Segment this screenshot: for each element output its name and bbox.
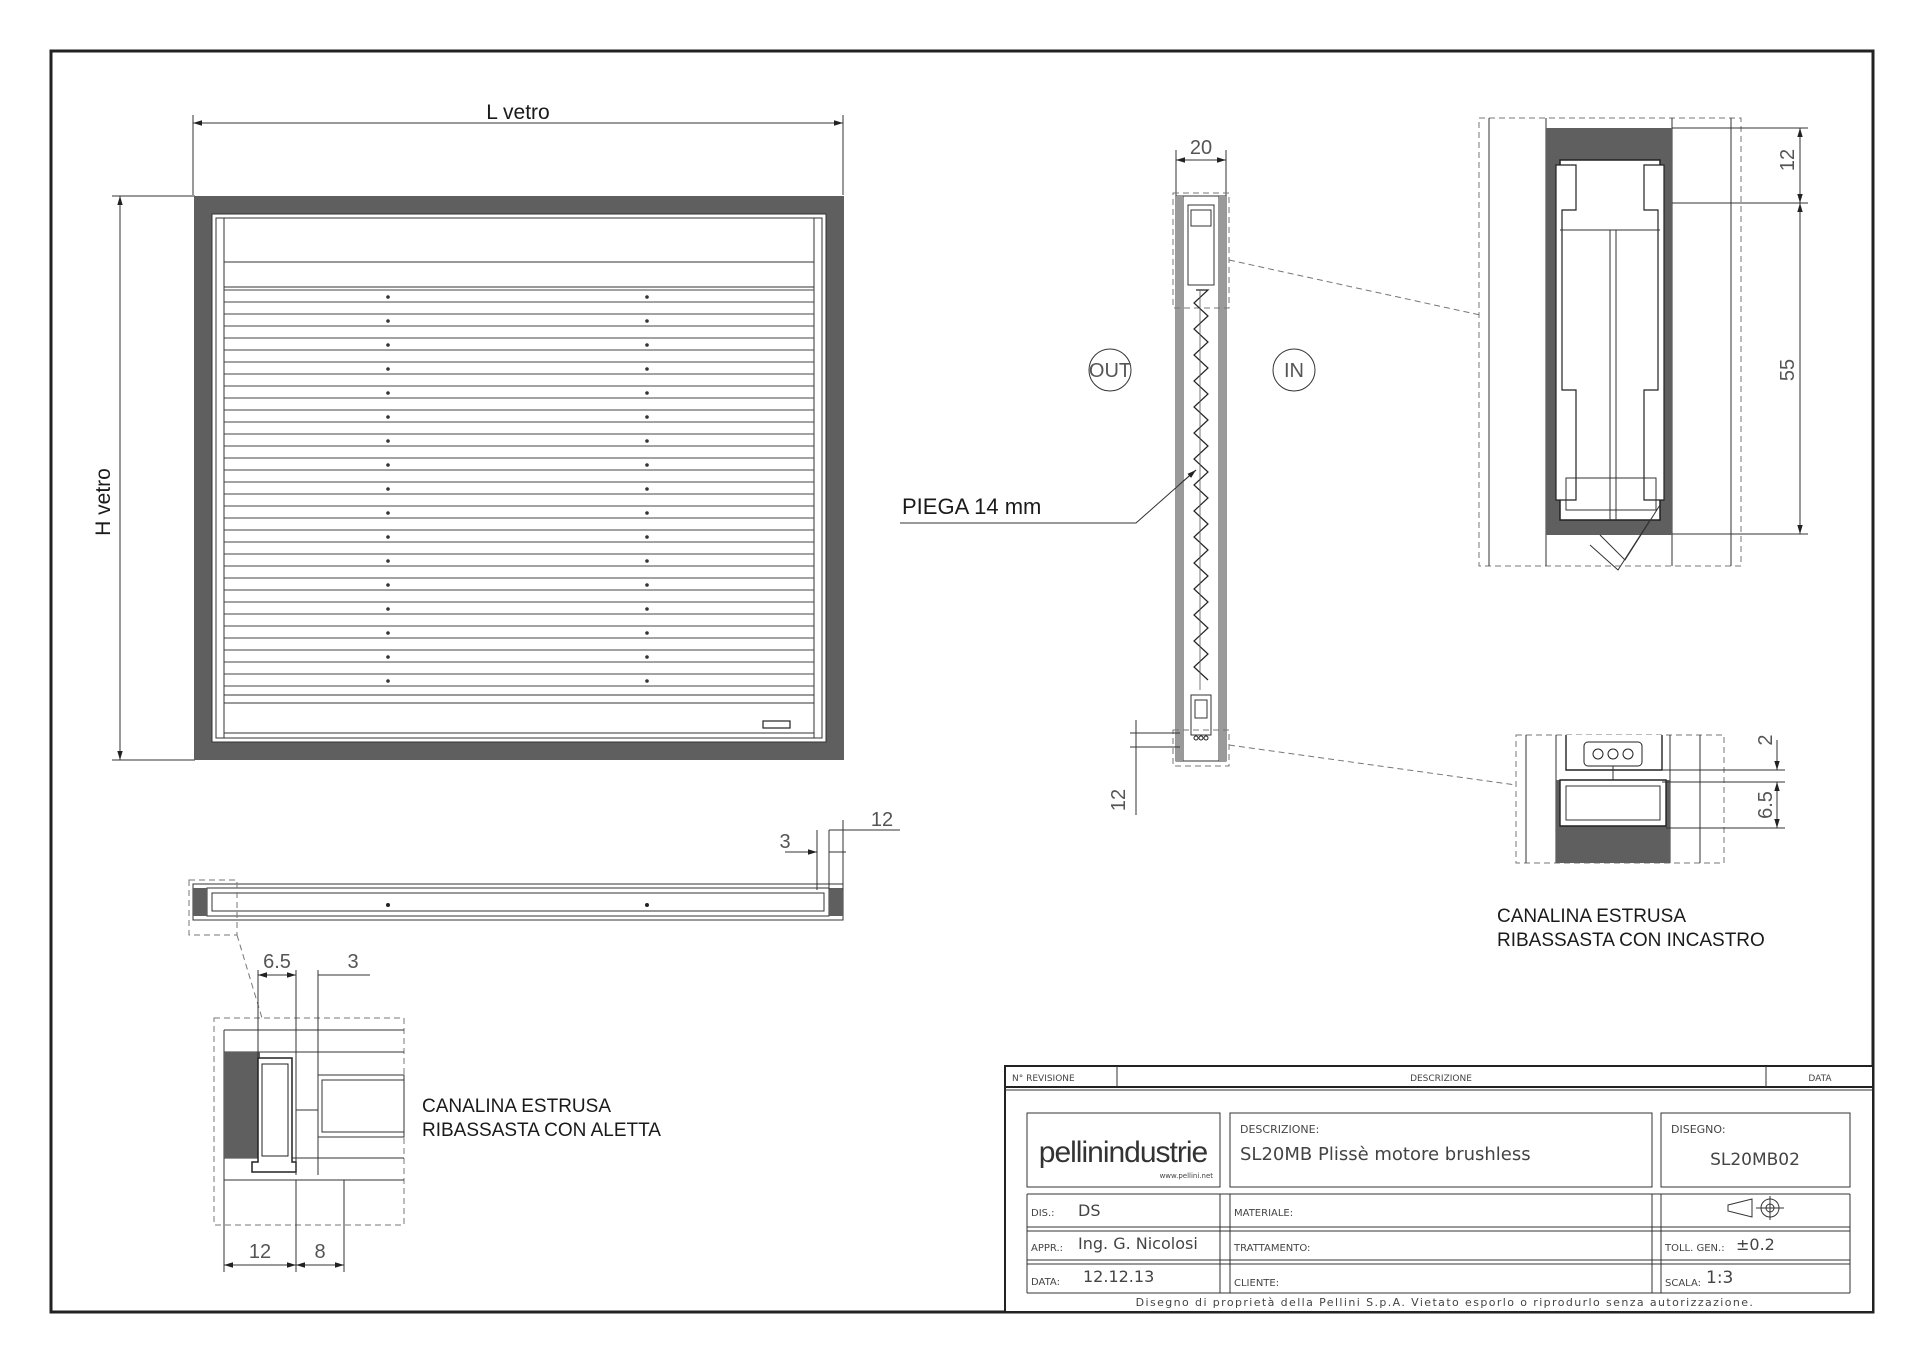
front-view bbox=[92, 101, 844, 760]
description-header: DESCRIZIONE bbox=[1410, 1074, 1472, 1084]
toll-label: TOLL. GEN.: bbox=[1665, 1243, 1725, 1254]
dim-55-detail: 55 bbox=[1777, 358, 1799, 382]
dis-value: DS bbox=[1078, 1201, 1101, 1220]
trattamento-label: TRATTAMENTO: bbox=[1234, 1243, 1311, 1254]
scala-value: 1:3 bbox=[1706, 1268, 1734, 1288]
disegno-value: SL20MB02 bbox=[1710, 1150, 1800, 1170]
pleat-zigzag bbox=[1194, 290, 1208, 680]
dim-3-aletta: 3 bbox=[347, 951, 359, 973]
toll-value: ±0.2 bbox=[1736, 1235, 1775, 1254]
detail-top bbox=[1479, 118, 1808, 570]
date-header: DATA bbox=[1808, 1074, 1832, 1084]
caption-aletta-line2: RIBASSASTA CON ALETTA bbox=[422, 1120, 661, 1141]
width-label: L vetro bbox=[486, 101, 550, 124]
detail-aletta bbox=[214, 951, 661, 1272]
dim-3-top: 3 bbox=[779, 831, 791, 853]
descrizione-value: SL20MB Plissè motore brushless bbox=[1240, 1144, 1531, 1165]
descrizione-label: DESCRIZIONE: bbox=[1240, 1123, 1320, 1136]
detail-incastro bbox=[1497, 734, 1785, 951]
cliente-label: CLIENTE: bbox=[1234, 1278, 1280, 1289]
dim-12-detail: 12 bbox=[1777, 148, 1799, 172]
caption-incastro-line2: RIBASSASTA CON INCASTRO bbox=[1497, 930, 1765, 951]
scala-label: SCALA: bbox=[1665, 1278, 1702, 1289]
footer-note: Disegno di proprietà della Pellini S.p.A. Vietato esporlo o riprodurlo senza autorizzazione. bbox=[1135, 1296, 1755, 1309]
dim-6-5-aletta: 6.5 bbox=[263, 951, 291, 973]
fold-label: PIEGA 14 mm bbox=[902, 494, 1042, 519]
data-label: DATA: bbox=[1031, 1277, 1060, 1288]
disegno-label: DISEGNO: bbox=[1671, 1123, 1726, 1136]
dim-2-incastro: 2 bbox=[1755, 734, 1777, 746]
appr-value: Ing. G. Nicolosi bbox=[1078, 1234, 1198, 1253]
logo-url: www.pellini.net bbox=[1159, 1172, 1213, 1180]
data-value: 12.12.13 bbox=[1083, 1267, 1155, 1286]
dim-12-aletta: 12 bbox=[248, 1241, 272, 1263]
company-logo: pellinindustrie bbox=[1038, 1136, 1208, 1169]
dim-6-5-incastro: 6.5 bbox=[1755, 791, 1777, 819]
dim-12-section: 12 bbox=[1108, 788, 1130, 812]
dim-8-aletta: 8 bbox=[314, 1241, 326, 1263]
title-block bbox=[1005, 1066, 1873, 1312]
appr-label: APPR.: bbox=[1031, 1243, 1064, 1254]
revision-header: N° REVISIONE bbox=[1012, 1074, 1075, 1084]
height-label: H vetro bbox=[92, 468, 115, 536]
caption-aletta-line1: CANALINA ESTRUSA bbox=[422, 1096, 611, 1117]
dim-12-top: 12 bbox=[870, 809, 894, 831]
materiale-label: MATERIALE: bbox=[1234, 1208, 1294, 1219]
dis-label: DIS.: bbox=[1031, 1208, 1055, 1219]
dim-20: 20 bbox=[1189, 137, 1213, 159]
in-label: IN bbox=[1284, 360, 1304, 382]
out-label: OUT bbox=[1088, 360, 1132, 382]
caption-incastro-line1: CANALINA ESTRUSA bbox=[1497, 906, 1686, 927]
section-view bbox=[900, 137, 1516, 815]
